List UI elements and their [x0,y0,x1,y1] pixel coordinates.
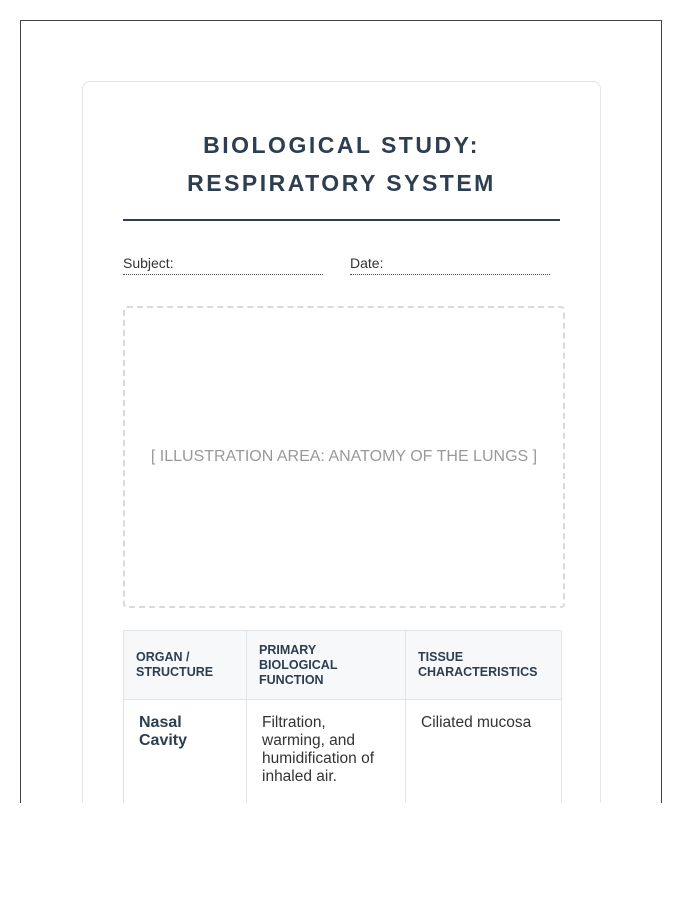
cell-organ: Nasal Cavity [124,700,247,804]
subject-label: Subject: [123,255,174,271]
cell-tissue: Ciliated mucosa [406,700,562,804]
page-title [83,126,600,202]
header-function: PRIMARY BIOLOGICAL FUNCTION [247,631,406,700]
illustration-area [123,306,565,608]
subject-field[interactable] [123,254,323,275]
title-line-1: BIOLOGICAL STUDY: [203,132,480,158]
header-tissue: TISSUE CHARACTERISTICS [406,631,562,700]
header-organ: ORGAN / STRUCTURE [124,631,247,700]
organ-table [123,630,562,803]
page-frame [20,20,662,803]
cell-function: Filtration, warming, and humidification of inhaled air. [247,700,406,804]
title-divider [123,219,560,221]
date-field[interactable] [350,254,550,275]
worksheet-card [82,81,601,803]
title-line-2: RESPIRATORY SYSTEM [187,170,496,196]
table-header-row [124,631,562,700]
table-row [124,700,562,804]
date-label: Date: [350,255,384,271]
illustration-placeholder: [ ILLUSTRATION AREA: ANATOMY OF THE LUNGS ] [150,448,538,465]
